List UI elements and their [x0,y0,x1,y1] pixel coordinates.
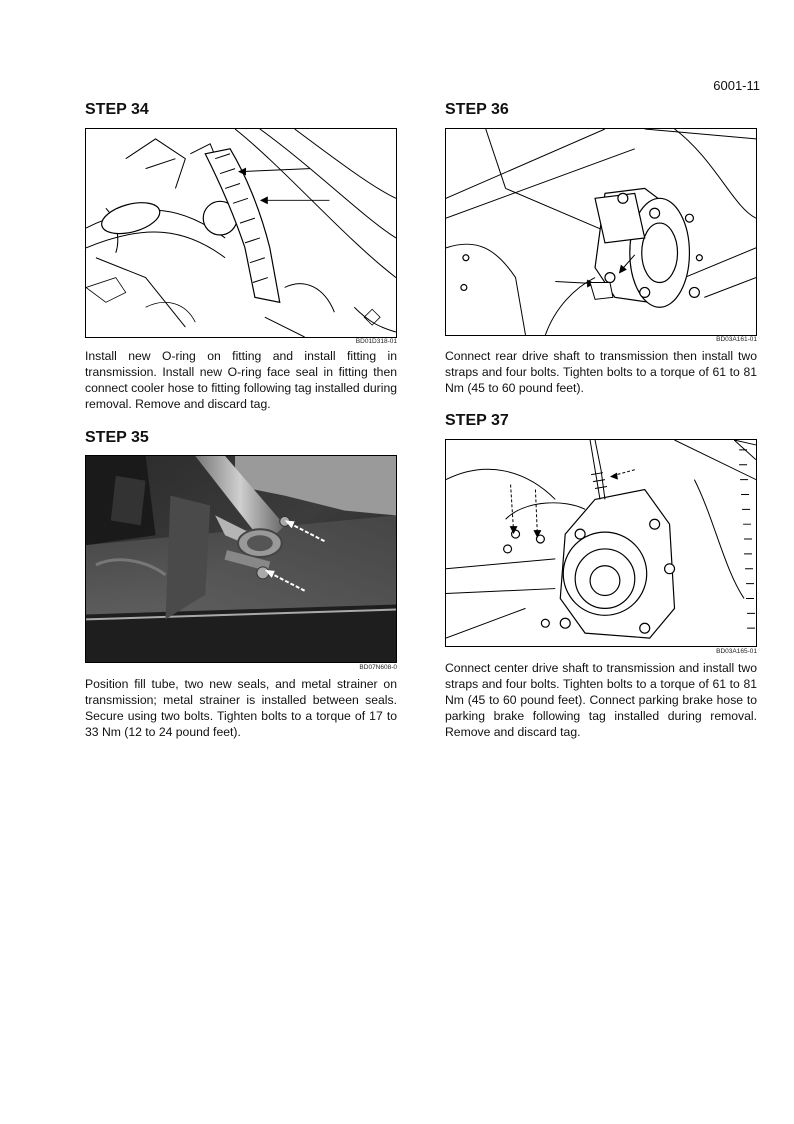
step-34-instructions: Install new O-ring on fitting and install fitting in transmission. Install new O-ring face seal in fitting then connect cooler hose to fitting following tag installed during removal. Remove and discard tag. [85,349,397,411]
step-36-title: STEP 36 [445,101,509,118]
step-35-instructions: Position fill tube, two new seals, and metal strainer on transmission; metal strainer is installed between seals. Secure using two bolts. Tighten bolts to a torque of 17 to 33 Nm (12 to 24 pound feet). [85,677,397,739]
step-36-figure-code: BD03A161-01 [716,336,757,343]
step-35-figure-code: BD07N608-0 [359,664,397,671]
step-35-title: STEP 35 [85,429,149,446]
step-37-instructions: Connect center drive shaft to transmission and install two straps and four bolts. Tighten bolts to a torque of 61 to 81 Nm (45 to 60 pound feet). Connect parking brake hose to parking brake following tag installed during removal. Remove and discard tag. [445,661,757,739]
step-37-title: STEP 37 [445,412,509,429]
step-34-illustration [85,128,397,338]
step-36-instructions: Connect rear drive shaft to transmission then install two straps and four bolts. Tighten bolts to a torque of 61 to 81 Nm (45 to 60 pound feet). [445,349,757,395]
step-34-title: STEP 34 [85,101,149,118]
step-36-illustration [445,128,757,336]
step-35-photo [85,455,397,663]
step-37-figure-code: BD03A165-01 [716,648,757,655]
step-37-illustration [445,439,757,647]
page-number: 6001-11 [713,78,760,93]
step-34-figure-code: BD01D318-01 [355,338,397,345]
